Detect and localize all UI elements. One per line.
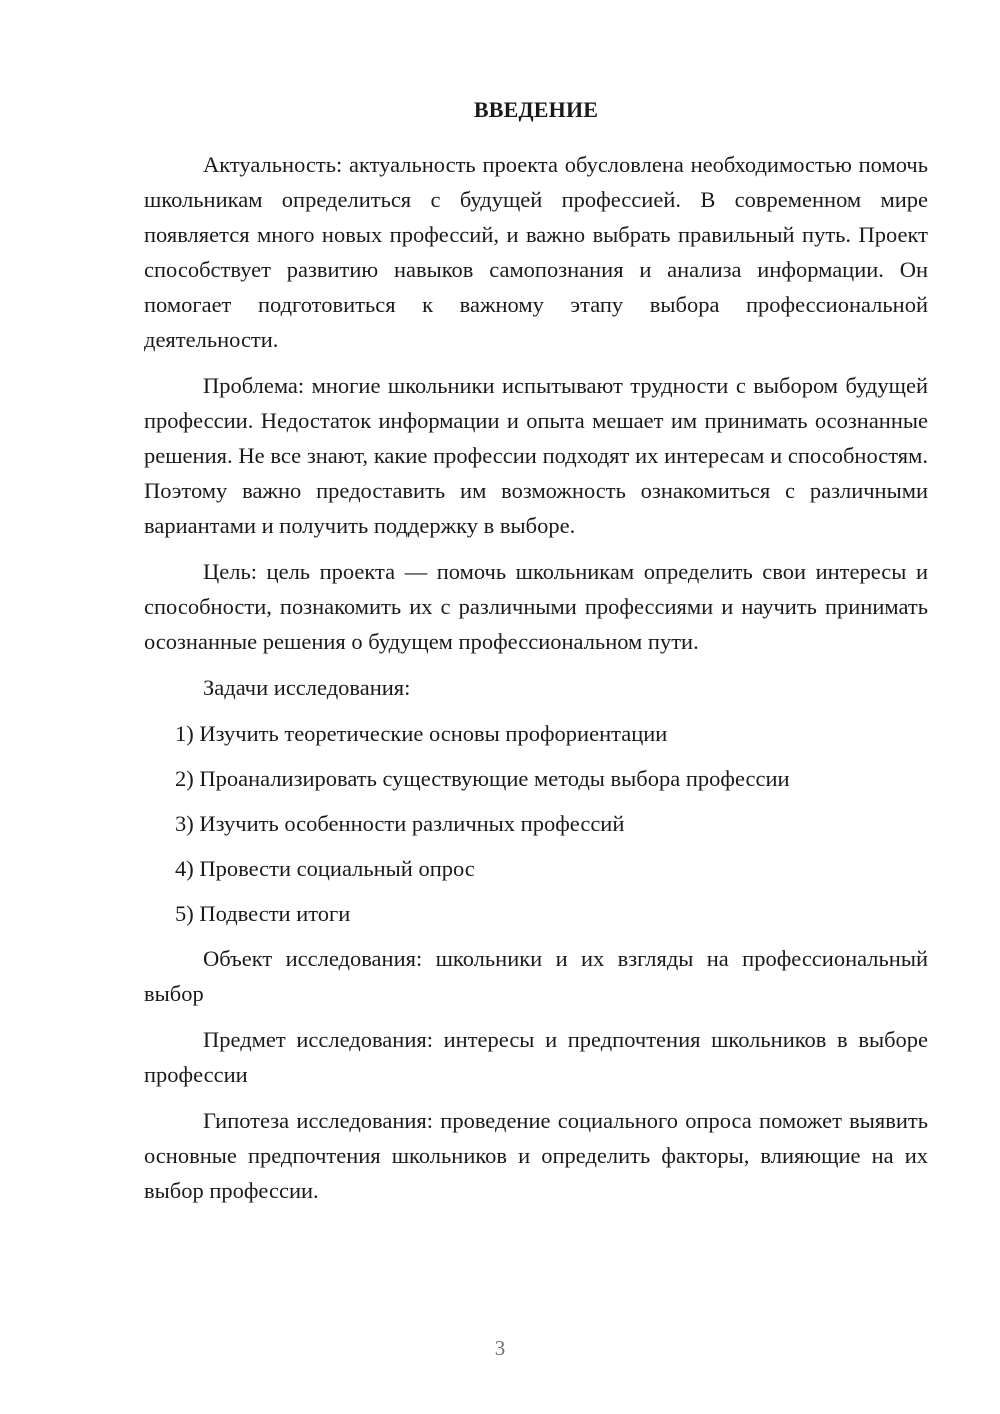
task-item-1: 1) Изучить теоретические основы профориентации [175, 721, 668, 746]
tasks-list [144, 716, 928, 931]
problem-paragraph: Проблема: многие школьники испытывают трудности с выбором будущей профессии. Недостаток информации и опыта мешает им принимать осознанные решения. Не все знают, какие профессии подходят их интересам и способностям. Поэтому важно предоставить им возможность ознакомиться с различными вариантами и получить поддержку в выборе. [144, 373, 928, 538]
hypothesis-paragraph: Гипотеза исследования: проведение социального опроса поможет выявить основные предпочтения школьников и определить факторы, влияющие на их выбор профессии. [144, 1108, 928, 1203]
subject-paragraph: Предмет исследования: интересы и предпочтения школьников в выборе профессии [144, 1027, 928, 1087]
page-title: ВВЕДЕНИЕ [473, 97, 599, 122]
task-item-2: 2) Проанализировать существующие методы выбора профессии [175, 766, 790, 791]
document-page [144, 92, 928, 1219]
object-paragraph: Объект исследования: школьники и их взгляды на профессиональный выбор [144, 946, 928, 1006]
task-item-4: 4) Провести социальный опрос [175, 856, 475, 881]
goal-paragraph: Цель: цель проекта — помочь школьникам определить свои интересы и способности, познакомить их с различными профессиями и научить принимать осознанные решения о будущем профессиональном пути. [144, 559, 928, 654]
task-item-3: 3) Изучить особенности различных профессий [175, 811, 625, 836]
task-item-5: 5) Подвести итоги [175, 901, 351, 926]
page-number: 3 [494, 1336, 506, 1360]
tasks-heading: Задачи исследования: [203, 675, 411, 700]
relevance-paragraph: Актуальность: актуальность проекта обусловлена необходимостью помочь школьникам определиться с будущей профессией. В современном мире появляется много новых профессий, и важно выбрать правильный путь. Проект способствует развитию навыков самопознания и анализа информации. Он помогает подготовиться к важному этапу выбора профессиональной деятельности. [144, 152, 928, 352]
